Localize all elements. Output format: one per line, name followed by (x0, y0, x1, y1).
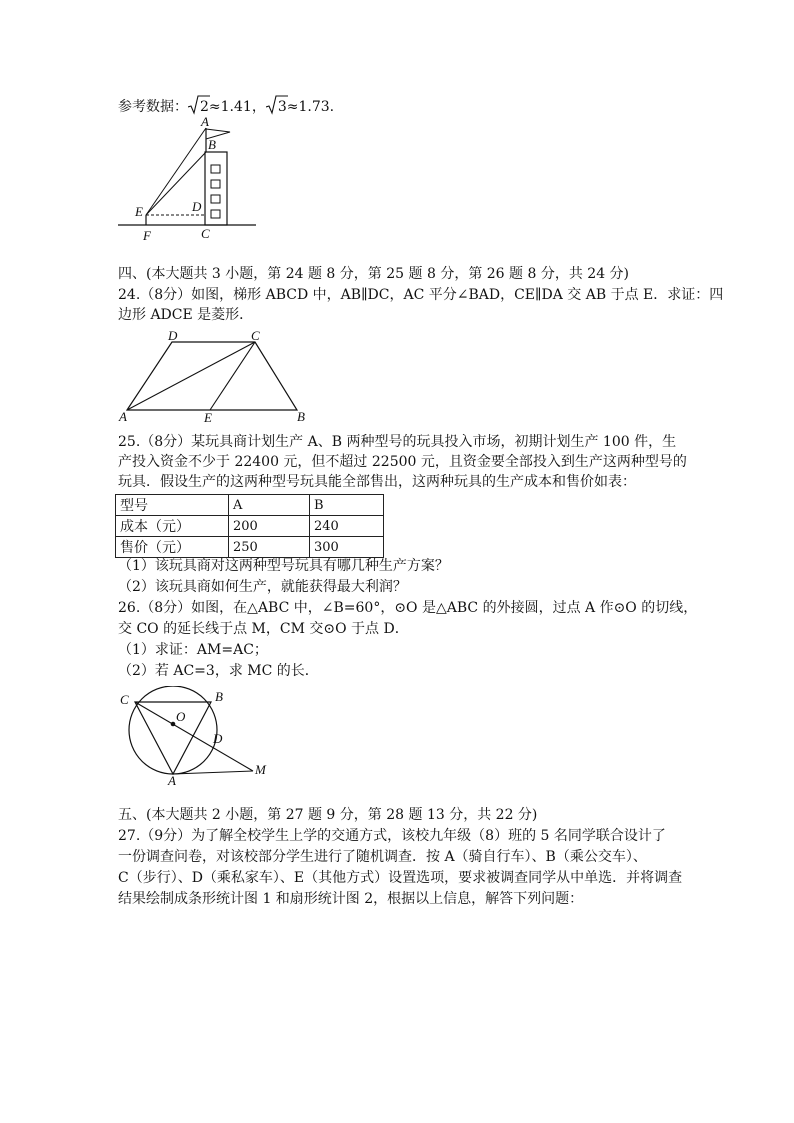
figure-flagpole-building (110, 116, 260, 246)
q25-sub-1: （1）该玩具商对这两种型号玩具有哪几种生产方案？ (118, 558, 449, 574)
trapezoid-abcd (127, 342, 297, 410)
q27-line-3: C（步行）、D（乘私家车）、E（其他方式）设置选项，要求被调查同学从中单选．并将调查 (118, 870, 683, 886)
label-a: A (119, 409, 127, 424)
table-cell: B (310, 495, 384, 516)
label-b: B (215, 689, 223, 704)
circle-o (129, 686, 217, 774)
window (211, 210, 220, 218)
table-cell: 240 (310, 516, 384, 537)
label-d: D (213, 731, 223, 746)
table-row (116, 537, 384, 558)
table-row (116, 495, 384, 516)
label-b: B (208, 137, 216, 152)
label-c: C (201, 226, 210, 241)
table-cell: 200 (229, 516, 310, 537)
sqrt2-radical (188, 98, 209, 116)
label-d: D (192, 199, 202, 214)
label-c: C (120, 692, 129, 707)
sqrt3-radical (266, 98, 287, 116)
figure-trapezoid (115, 328, 315, 424)
section-4-heading: 四、(本大题共 3 小题，第 24 题 8 分，第 25 题 8 分，第 26 题 8 分，共 24 分) (118, 266, 630, 282)
reference-prefix: 参考数据： (118, 99, 188, 115)
label-e: E (204, 410, 212, 424)
q27-line-1: 27.（9分）为了解全校学生上学的交通方式，该校九年级（8）班的 5 名同学联合设计了 (118, 828, 666, 844)
diagonal-ac (127, 342, 255, 410)
window (211, 180, 220, 188)
q26-sub-2: （2）若 AC=3，求 MC 的长． (118, 663, 319, 679)
q25-line-2: 产投入资金不少于 22400 元，但不超过 22500 元，且资金要全部投入到生产这两种型号的 (118, 454, 687, 470)
label-d: D (168, 328, 178, 343)
q26-sub-1: （1）求证：AM=AC； (118, 642, 268, 658)
q24-line-2: 边形 ADCE 是菱形． (118, 307, 254, 323)
section-5-heading: 五、(本大题共 2 小题，第 27 题 9 分，第 28 题 13 分，共 22 分) (118, 807, 538, 823)
approx-value-2: ≈1.73. (286, 99, 335, 115)
table-row (116, 516, 384, 537)
label-c: C (251, 328, 260, 343)
table-cell: 型号 (116, 495, 229, 516)
radical-sign-icon (266, 95, 288, 115)
label-o: O (176, 709, 186, 724)
q25-sub-2: （2）该玩具商如何生产，就能获得最大利润？ (118, 579, 407, 595)
radical-sign-icon (188, 95, 210, 115)
radicand-2: 2 (200, 99, 209, 115)
label-b: B (297, 409, 305, 424)
table-cell: A (229, 495, 310, 516)
center-point (171, 722, 176, 727)
triangle-abc (135, 702, 211, 774)
q26-line-2: 交 CO 的延长线于点 M，CM 交⊙O 于点 D． (118, 621, 409, 637)
label-e: E (135, 204, 143, 219)
table-cell: 售价（元） (116, 537, 229, 558)
table-cell: 250 (229, 537, 310, 558)
table-cell: 300 (310, 537, 384, 558)
label-m: M (255, 762, 266, 777)
cost-price-table (115, 494, 384, 558)
table-cell: 成本（元） (116, 516, 229, 537)
reference-data-line (118, 98, 334, 116)
q27-line-4: 结果绘制成条形统计图 1 和扇形统计图 2，根据以上信息，解答下列问题： (118, 891, 584, 907)
window (211, 165, 220, 173)
label-a: A (201, 116, 209, 129)
q26-line-1: 26.（8分）如图，在△ABC 中，∠B=60°，⊙O 是△ABC 的外接圆，过点 A 作⊙O 的切线， (118, 600, 698, 616)
radicand-3: 3 (277, 99, 287, 115)
q24-line-1: 24.（8分）如图，梯形 ABCD 中，AB∥DC，AC 平分∠BAD，CE∥DA 交 AB 于点 E．求证：四 (118, 287, 724, 303)
q27-line-2: 一份调查问卷，对该校部分学生进行了随机调查．按 A（骑自行车）、B（乘公交车）、 (118, 849, 647, 865)
label-f: F (143, 228, 151, 243)
segment-ce (210, 342, 255, 410)
q25-line-1: 25.（8分）某玩具商计划生产 A、B 两种型号的玩具投入市场，初期计划生产 100 件，生 (118, 434, 677, 450)
figure-circle-tangent (115, 686, 275, 786)
window (211, 195, 220, 203)
label-a: A (168, 773, 176, 786)
approx-value-1: ≈1.41， (208, 99, 266, 115)
q25-line-3: 玩具．假设生产的这两种型号玩具能全部售出，这两种玩具的生产成本和售价如表： (118, 474, 636, 490)
